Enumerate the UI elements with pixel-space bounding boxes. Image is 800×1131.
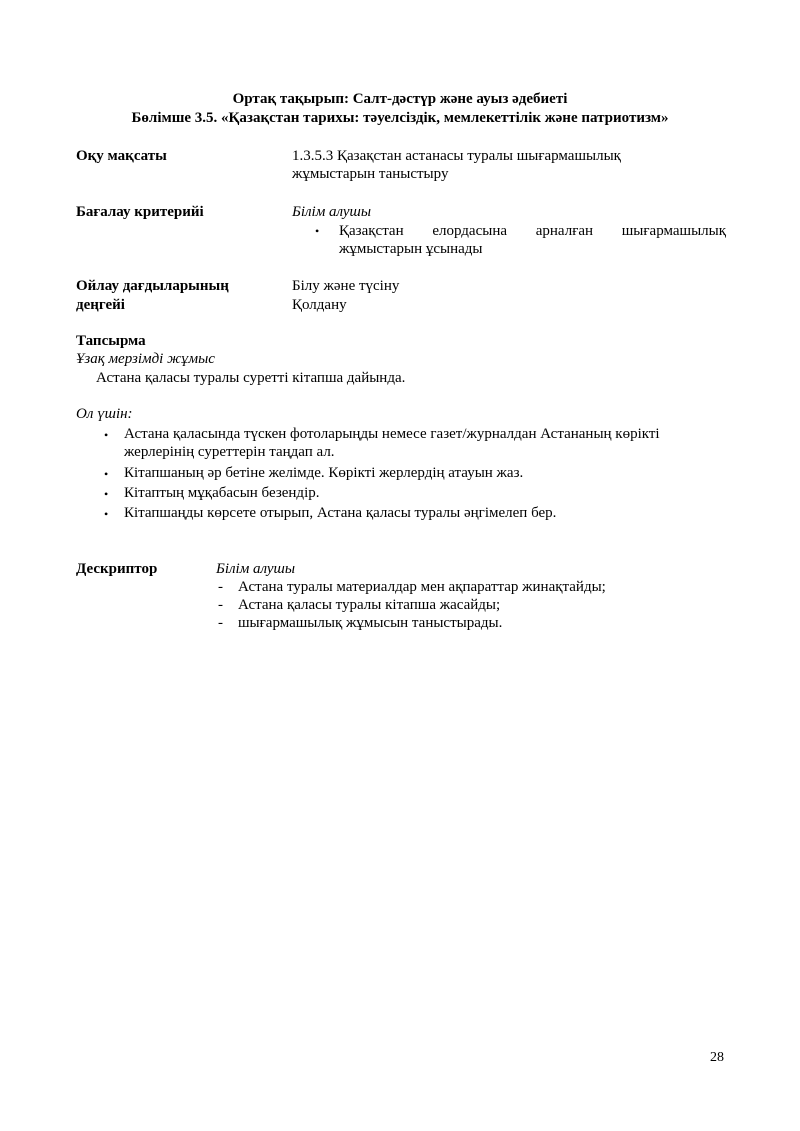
descriptor-item-1: Астана туралы материалдар мен ақпараттар жинақтайды;: [238, 579, 606, 595]
task-step-1-line-2: жерлерінің суреттерін таңдап ал.: [124, 444, 335, 460]
bullet-icon: •: [104, 507, 109, 521]
criteria-label: Бағалау критерийі: [76, 204, 204, 220]
dash-marker: -: [218, 579, 223, 595]
page-number: 28: [710, 1050, 724, 1065]
criteria-intro: Білім алушы: [292, 204, 372, 220]
descriptor-item-3: шығармашылық жұмысын таныстырады.: [238, 615, 503, 631]
descriptor-item-2: Астана қаласы туралы кітапша жасайды;: [238, 597, 501, 613]
bullet-icon: •: [104, 467, 109, 481]
bullet-icon: •: [315, 224, 320, 238]
thinking-value-2: Қолдану: [292, 297, 347, 313]
task-text: Астана қаласы туралы суретті кітапша дайында.: [96, 370, 406, 386]
descriptor-intro: Білім алушы: [216, 561, 296, 577]
objective-line-1: 1.3.5.3 Қазақстан астанасы туралы шығармашылық: [292, 148, 621, 164]
task-subheading: Ұзақ мерзімді жұмыс: [76, 351, 215, 367]
task-step-1-line-1: Астана қаласында түскен фотоларыңды немесе газет/журналдан Астананың көрікті: [124, 426, 660, 442]
header-subtitle: Бөлімше 3.5. «Қазақстан тарихы: тәуелсіздік, мемлекеттілік және патриотизм»: [131, 110, 669, 126]
objective-label: Оқу мақсаты: [76, 148, 167, 164]
thinking-label-line-2: деңгейі: [76, 297, 125, 313]
task-heading: Тапсырма: [76, 333, 146, 349]
criteria-item-line-2: жұмыстарын ұсынады: [339, 241, 483, 257]
descriptor-label: Дескриптор: [76, 561, 158, 577]
for-this-label: Ол үшін:: [76, 406, 133, 422]
criteria-item-line-1: Қазақстан елордасына арналған шығармашылық: [339, 223, 726, 239]
dash-marker: -: [218, 615, 223, 631]
task-step-4: Кітапшаңды көрсете отырып, Астана қаласы туралы әңгімелеп бер.: [124, 505, 557, 521]
thinking-label-line-1: Ойлау дағдыларының: [76, 278, 229, 294]
task-step-3: Кітаптың мұқабасын безендір.: [124, 485, 320, 501]
thinking-value-1: Білу және түсіну: [292, 278, 400, 294]
header-title: Ортақ тақырып: Салт-дәстүр және ауыз әдебиеті: [232, 91, 568, 107]
bullet-icon: •: [104, 487, 109, 501]
objective-line-2: жұмыстарын таныстыру: [292, 166, 449, 182]
bullet-icon: •: [104, 428, 109, 442]
task-step-2: Кітапшаның әр бетіне желімде. Көрікті жерлердің атауын жаз.: [124, 465, 524, 481]
dash-marker: -: [218, 597, 223, 613]
